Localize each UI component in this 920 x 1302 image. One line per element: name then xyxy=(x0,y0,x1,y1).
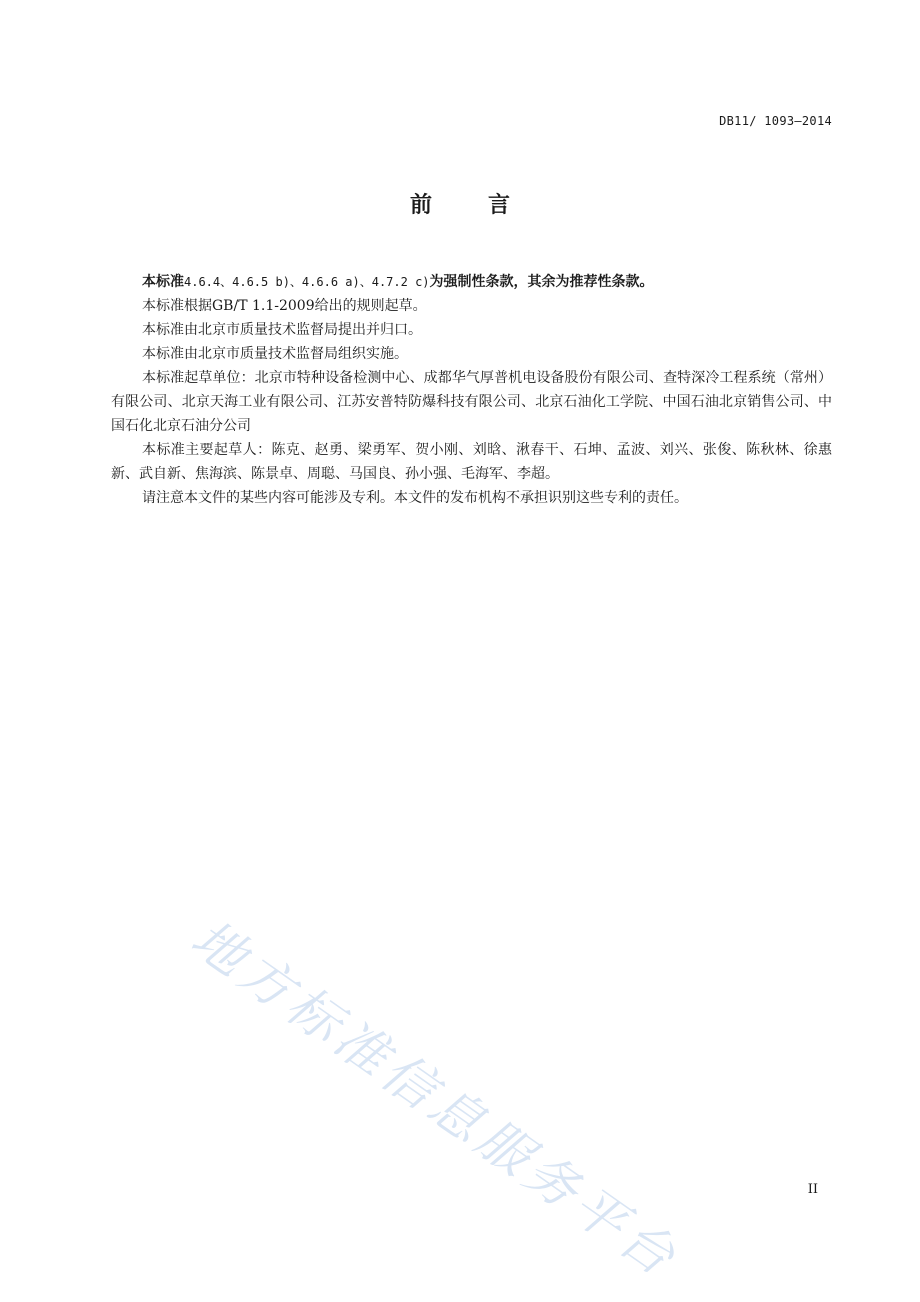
paragraph-drafting-units: 本标准起草单位：北京市特种设备检测中心、成都华气厚普机电设备股份有限公司、查特深冷工程系统（常州）有限公司、北京天海工业有限公司、江苏安普特防爆科技有限公司、北京石油化工学院、中国石油北京销售公司、中国石化北京石油分公司 xyxy=(111,370,832,434)
document-code: DB11/ 1093—2014 xyxy=(719,114,832,128)
watermark: 地方标准信息服务平台 xyxy=(180,908,690,1291)
paragraph-proposer: 本标准由北京市质量技术监督局提出并归口。 xyxy=(142,322,422,338)
paragraph-drafting-rules: 本标准根据GB/T 1.1-2009给出的规则起草。 xyxy=(142,298,427,314)
paragraph-implementer: 本标准由北京市质量技术监督局组织实施。 xyxy=(142,346,408,362)
mandatory-lead: 本标准 xyxy=(142,274,184,290)
paragraph-mandatory-clauses xyxy=(111,270,832,294)
page-title xyxy=(0,188,920,219)
page-number: II xyxy=(807,1182,818,1197)
mandatory-tail: 为强制性条款，其余为推荐性条款。 xyxy=(429,274,654,290)
mandatory-clause-list: 4.6.4、4.6.5 b)、4.6.6 a)、4.7.2 c) xyxy=(184,275,430,289)
paragraph-drafters: 本标准主要起草人：陈克、赵勇、梁勇军、贺小刚、刘晗、湫春干、石坤、孟波、刘兴、张俊、陈秋林、徐惠新、武自新、焦海滨、陈景卓、周聪、马国良、孙小强、毛海军、李超。 xyxy=(111,442,832,482)
foreword-body xyxy=(111,270,832,510)
title-char-1: 前 xyxy=(409,193,432,218)
paragraph-patent-notice: 请注意本文件的某些内容可能涉及专利。本文件的发布机构不承担识别这些专利的责任。 xyxy=(142,490,688,506)
title-char-2: 言 xyxy=(488,193,511,218)
